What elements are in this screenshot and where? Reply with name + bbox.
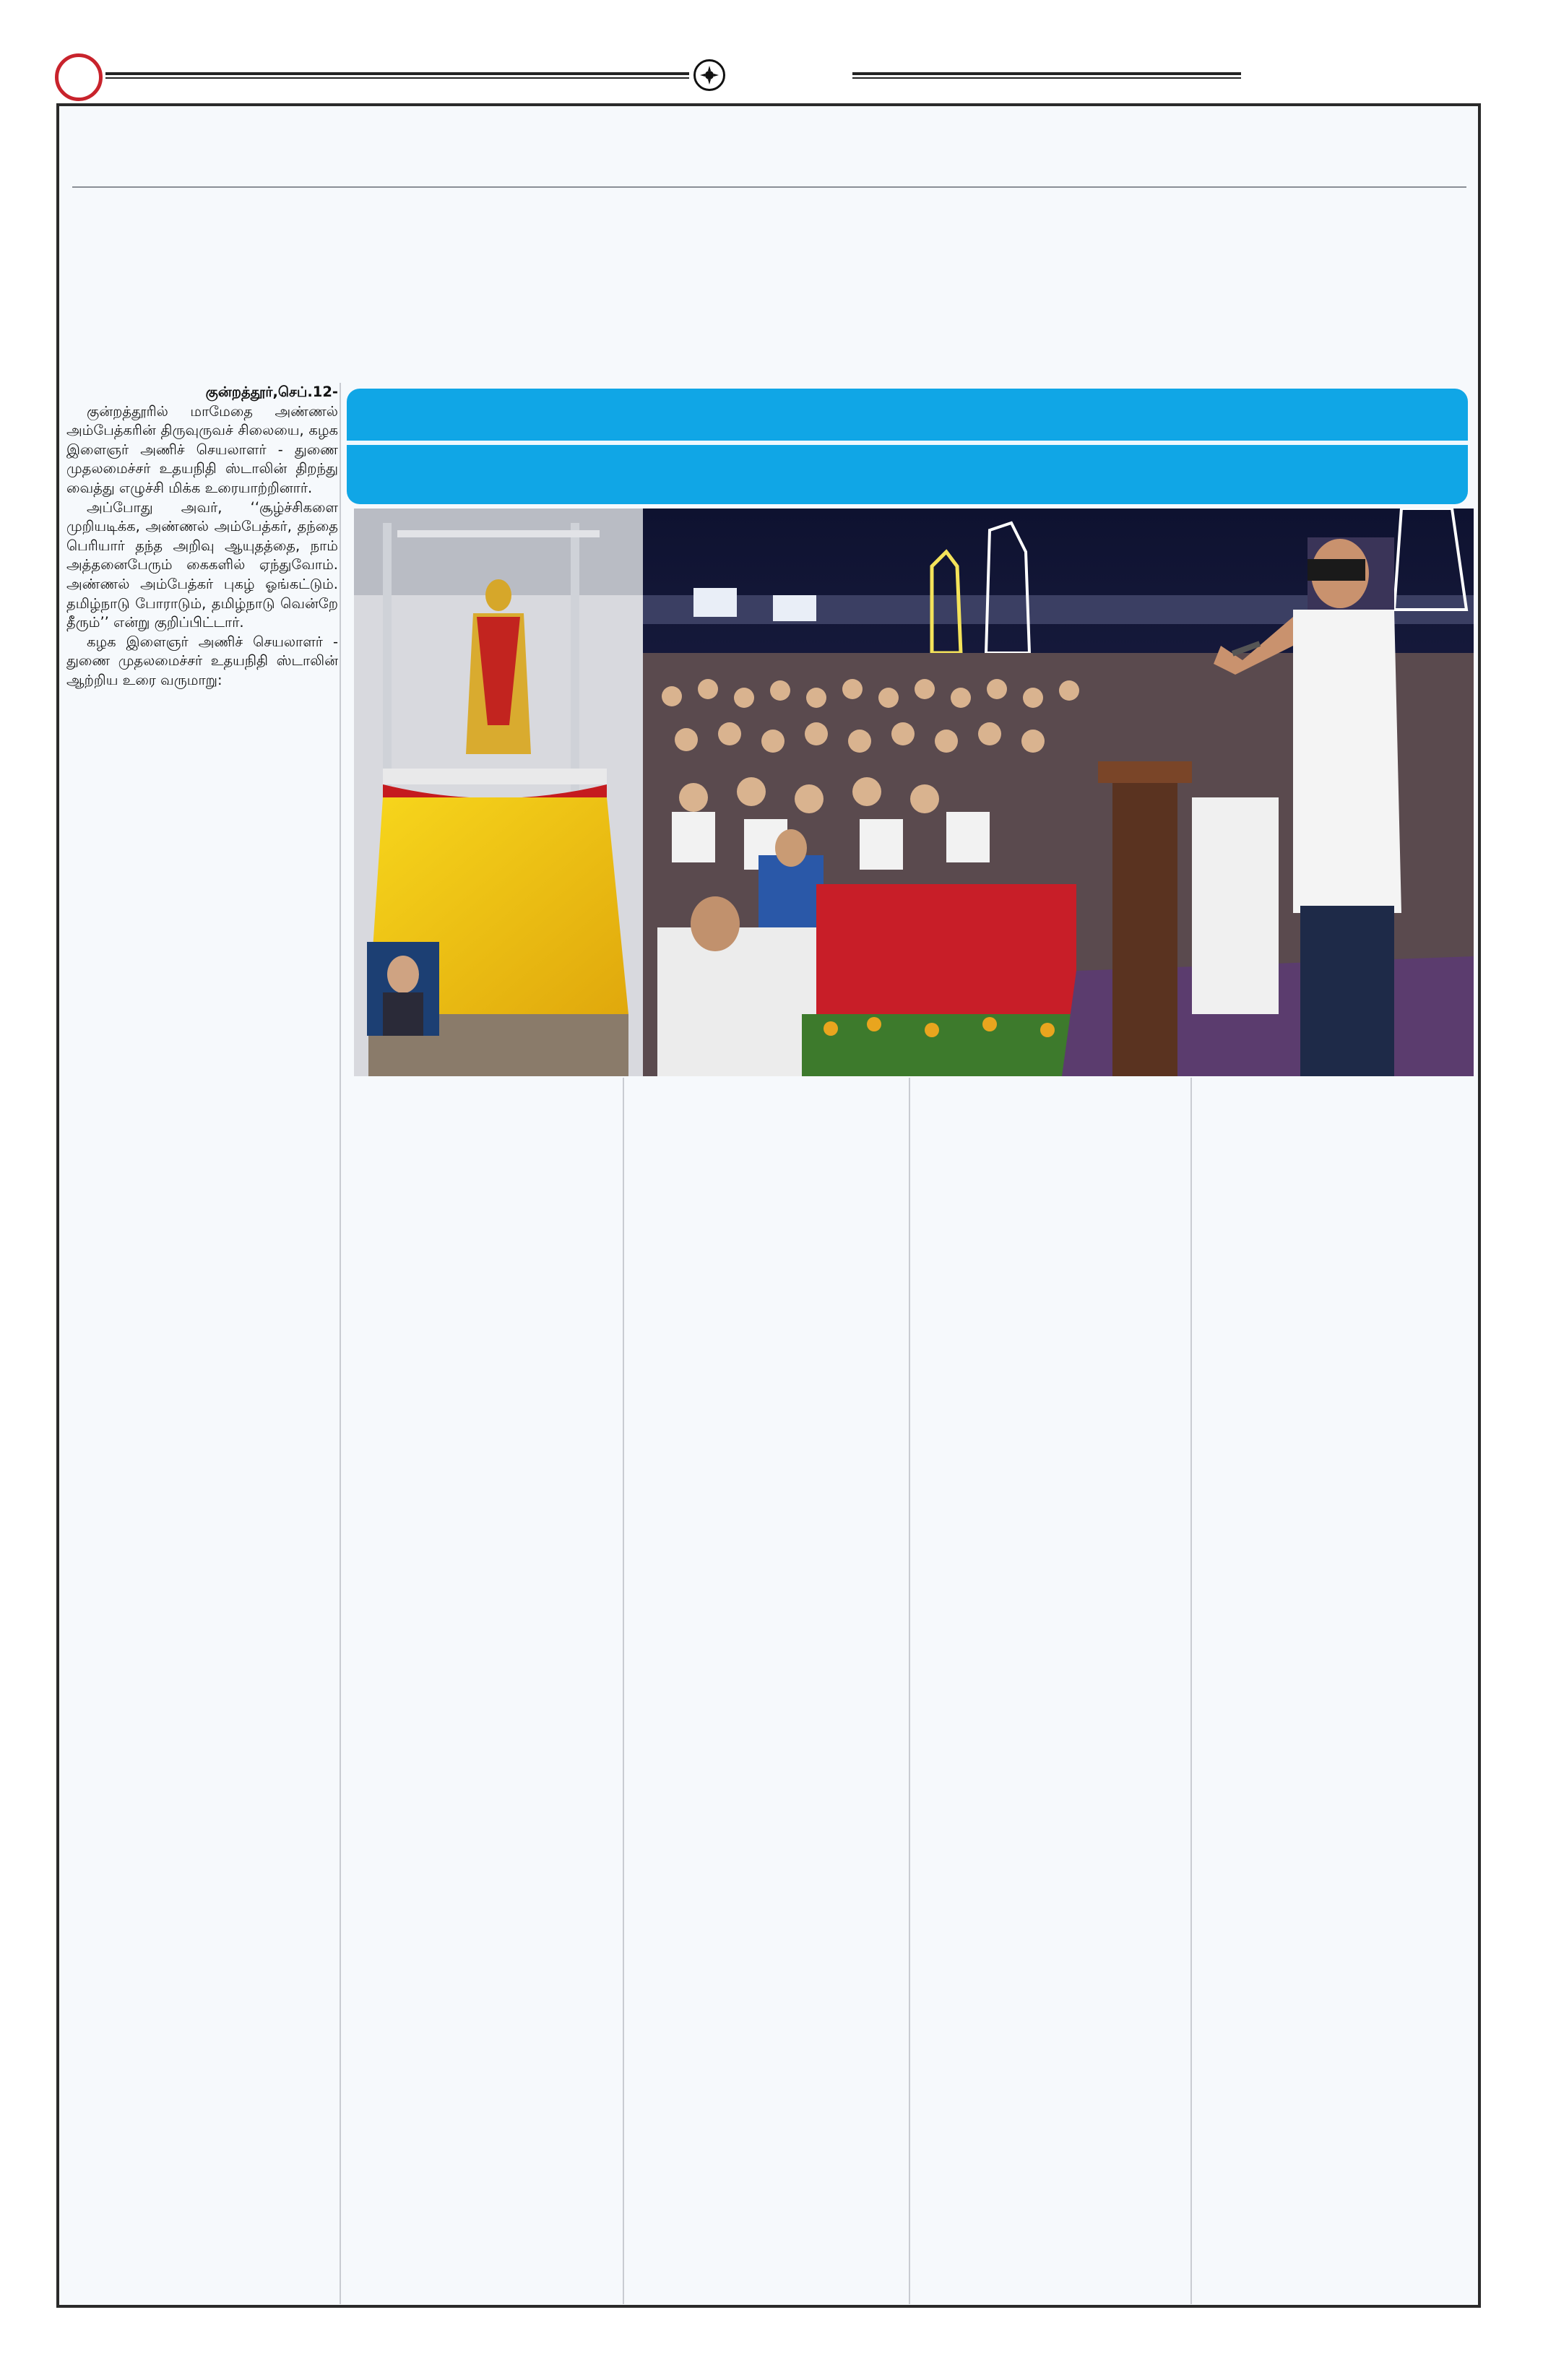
headline-banner xyxy=(347,389,1468,504)
masthead-rule-left xyxy=(105,72,689,79)
article-paragraph-2: அப்போது அவர், ‘‘சூழ்ச்சிகளை முறியடிக்க, அண்ணல் அம்பேத்கர், தந்தை பெரியார் தந்த அறிவு ஆயுதத்தை, நாம் அத்தனைபேரும் கைகளில் ஏந்துவோம். அண்ணல் அம்பேத்கர் புகழ் ஓங்கட்டும். தமிழ்நாடு போராடும், தமிழ்நாடு வென்றே தீரும்’’ என்று குறிப்பிட்டார். xyxy=(66,498,338,631)
dateline: குன்றத்தூர்,செப்.12- xyxy=(205,384,338,400)
column-separator-4 xyxy=(1190,1078,1192,2304)
column-separator-1 xyxy=(340,383,341,2304)
banner-divider xyxy=(347,441,1468,445)
lead-article-column xyxy=(66,383,338,691)
article-paragraph-3: கழக இளைஞர் அணிச் செயலாளர் - துணை முதலமைச்சர் உதயநிதி ஸ்டாலின் ஆற்றிய உரை வருமாறு: xyxy=(66,633,338,688)
top-divider xyxy=(72,186,1466,188)
column-separator-2 xyxy=(623,1078,624,2304)
column-separator-3 xyxy=(909,1078,910,2304)
event-photo-collage xyxy=(354,509,1474,1076)
sun-emblem-icon xyxy=(693,59,725,91)
event-photo xyxy=(354,509,1474,1076)
page-number-circle xyxy=(55,53,103,101)
article-paragraph-1: குன்றத்தூரில் மாமேதை அண்ணல் அம்பேத்கரின் திருவுருவச் சிலையை, கழக இளைஞர் அணிச் செயலாளர் - துணை முதலமைச்சர் உதயநிதி ஸ்டாலின் திறந்து வைத்து எழுச்சி மிக்க உரையாற்றினார். xyxy=(66,402,338,496)
masthead-rule-right xyxy=(852,72,1241,79)
emblem-glyph xyxy=(699,64,720,86)
